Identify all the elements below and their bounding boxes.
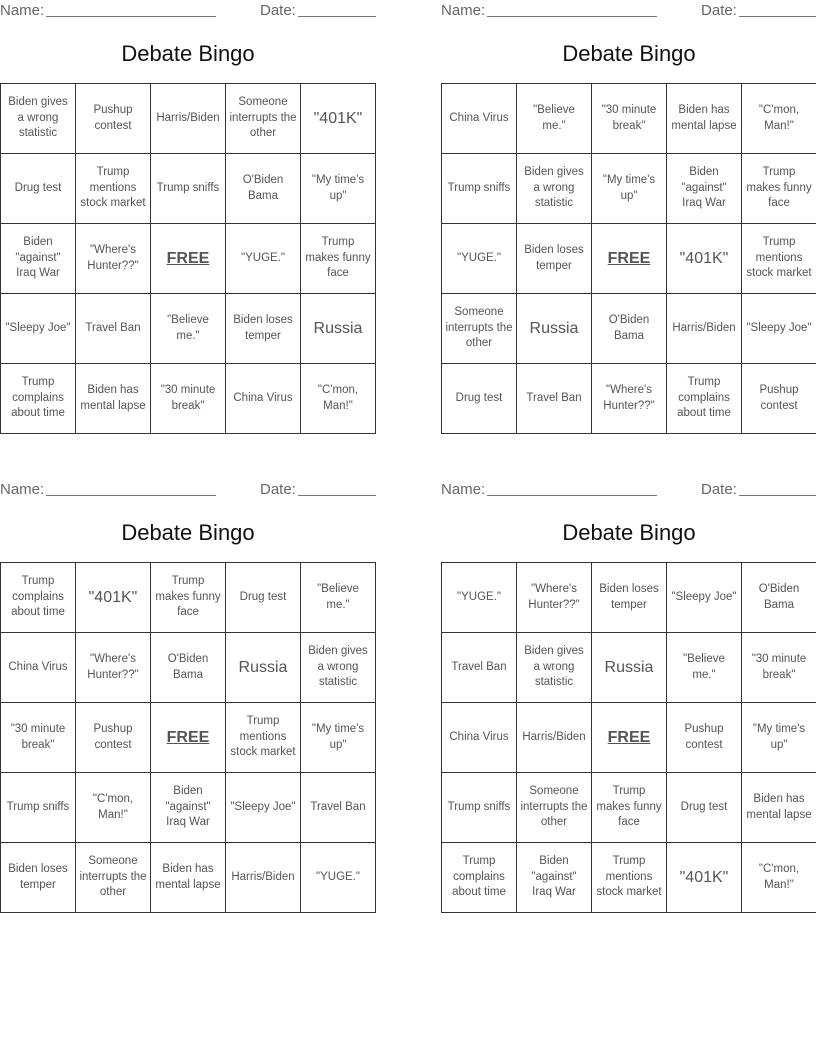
bingo-cell[interactable]: Drug test — [226, 563, 301, 633]
bingo-row — [442, 773, 816, 843]
bingo-cell[interactable]: China Virus — [226, 364, 301, 434]
bingo-cell[interactable]: O'Biden Bama — [226, 154, 301, 224]
free-space-cell[interactable]: FREE — [592, 703, 667, 773]
bingo-row — [1, 633, 376, 703]
bingo-cell[interactable]: "Believe me." — [667, 633, 742, 703]
bingo-cell[interactable]: Travel Ban — [517, 364, 592, 434]
bingo-cell[interactable]: "My time's up" — [742, 703, 816, 773]
bingo-card — [441, 479, 816, 899]
bingo-cell[interactable]: "Where's Hunter??" — [592, 364, 667, 434]
name-date-row — [441, 0, 816, 22]
bingo-cell[interactable]: Biden has mental lapse — [667, 84, 742, 154]
bingo-cell[interactable]: Pushup contest — [76, 84, 151, 154]
bingo-cell[interactable]: Biden has mental lapse — [742, 773, 816, 843]
bingo-cell[interactable]: Pushup contest — [76, 703, 151, 773]
bingo-cell[interactable]: Trump mentions stock market — [226, 703, 301, 773]
bingo-row — [1, 563, 376, 633]
bingo-cell[interactable]: Trump makes funny face — [742, 154, 816, 224]
bingo-cell[interactable]: Biden "against" Iraq War — [151, 773, 226, 843]
bingo-cell[interactable]: Russia — [226, 633, 301, 703]
bingo-cell[interactable]: China Virus — [442, 703, 517, 773]
bingo-row — [1, 703, 376, 773]
date-label: Date: — [260, 2, 296, 19]
bingo-cell[interactable]: Trump mentions stock market — [742, 224, 816, 294]
bingo-row — [1, 224, 376, 294]
bingo-cell[interactable]: Biden loses temper — [517, 224, 592, 294]
bingo-cell[interactable]: Biden "against" Iraq War — [517, 843, 592, 913]
bingo-cell[interactable]: Biden has mental lapse — [151, 843, 226, 913]
bingo-cell[interactable]: "Where's Hunter??" — [517, 563, 592, 633]
card-title: Debate Bingo — [562, 520, 696, 545]
name-label: Name: — [0, 481, 45, 498]
bingo-row — [1, 773, 376, 843]
bingo-cell[interactable]: Someone interrupts the other — [442, 294, 517, 364]
bingo-cell[interactable]: Trump complains about time — [442, 843, 517, 913]
bingo-cell[interactable]: "C'mon, Man!" — [76, 773, 151, 843]
bingo-cell[interactable]: Trump complains about time — [1, 563, 76, 633]
bingo-grid — [441, 562, 816, 913]
bingo-cell[interactable]: "YUGE." — [226, 224, 301, 294]
bingo-row — [1, 84, 376, 154]
bingo-cell[interactable]: Trump sniffs — [442, 154, 517, 224]
bingo-cell[interactable]: Someone interrupts the other — [76, 843, 151, 913]
bingo-cell[interactable]: "30 minute break" — [151, 364, 226, 434]
bingo-cell[interactable]: "Sleepy Joe" — [667, 563, 742, 633]
bingo-cell[interactable]: "30 minute break" — [592, 84, 667, 154]
bingo-cell[interactable]: Russia — [301, 294, 376, 364]
bingo-row — [442, 364, 816, 434]
bingo-cell[interactable]: Travel Ban — [301, 773, 376, 843]
bingo-cell[interactable]: "30 minute break" — [742, 633, 816, 703]
bingo-cell[interactable]: Trump makes funny face — [592, 773, 667, 843]
bingo-row — [442, 843, 816, 913]
bingo-cell[interactable]: Travel Ban — [76, 294, 151, 364]
bingo-cell[interactable]: "401K" — [667, 224, 742, 294]
bingo-cell[interactable]: Harris/Biden — [667, 294, 742, 364]
name-label: Name: — [441, 481, 486, 498]
bingo-row — [442, 84, 816, 154]
bingo-row — [442, 294, 816, 364]
bingo-cell[interactable]: "Sleepy Joe" — [226, 773, 301, 843]
bingo-cell[interactable]: Trump mentions stock market — [592, 843, 667, 913]
name-field[interactable] — [487, 495, 657, 496]
bingo-row — [442, 154, 816, 224]
bingo-cell[interactable]: "My time's up" — [301, 703, 376, 773]
date-field[interactable] — [298, 495, 376, 496]
name-label: Name: — [441, 2, 486, 19]
date-label: Date: — [701, 481, 737, 498]
bingo-cell[interactable]: O'Biden Bama — [742, 563, 816, 633]
bingo-cell[interactable]: Drug test — [667, 773, 742, 843]
bingo-cell[interactable]: Biden "against" Iraq War — [1, 224, 76, 294]
bingo-cell[interactable]: "401K" — [301, 84, 376, 154]
free-space-cell[interactable]: FREE — [151, 224, 226, 294]
bingo-cell[interactable]: Drug test — [1, 154, 76, 224]
card-title: Debate Bingo — [121, 41, 255, 66]
bingo-cell[interactable]: "Believe me." — [517, 84, 592, 154]
free-space-cell[interactable]: FREE — [592, 224, 667, 294]
bingo-cell[interactable]: China Virus — [442, 84, 517, 154]
bingo-cell[interactable]: Biden loses temper — [226, 294, 301, 364]
bingo-cell[interactable]: Harris/Biden — [226, 843, 301, 913]
bingo-cell[interactable]: "My time's up" — [592, 154, 667, 224]
bingo-cell[interactable]: O'Biden Bama — [151, 633, 226, 703]
bingo-cell[interactable]: Biden has mental lapse — [76, 364, 151, 434]
name-label: Name: — [0, 2, 45, 19]
bingo-cell[interactable]: Trump makes funny face — [301, 224, 376, 294]
bingo-cell[interactable]: O'Biden Bama — [592, 294, 667, 364]
bingo-row — [442, 633, 816, 703]
bingo-cell[interactable]: "Believe me." — [151, 294, 226, 364]
bingo-cell[interactable]: "401K" — [667, 843, 742, 913]
bingo-cell[interactable]: "YUGE." — [301, 843, 376, 913]
bingo-cell[interactable]: Pushup contest — [667, 703, 742, 773]
bingo-row — [442, 224, 816, 294]
name-field[interactable] — [46, 16, 216, 17]
bingo-cell[interactable]: Harris/Biden — [151, 84, 226, 154]
bingo-cell[interactable]: Biden loses temper — [1, 843, 76, 913]
bingo-cell[interactable]: "30 minute break" — [1, 703, 76, 773]
bingo-cell[interactable]: Pushup contest — [742, 364, 816, 434]
bingo-cell[interactable]: Trump makes funny face — [151, 563, 226, 633]
bingo-grid — [0, 562, 376, 913]
bingo-cell[interactable]: Trump complains about time — [667, 364, 742, 434]
bingo-cell[interactable]: Russia — [592, 633, 667, 703]
date-label: Date: — [260, 481, 296, 498]
bingo-cell[interactable]: Biden gives a wrong statistic — [517, 154, 592, 224]
bingo-row — [442, 703, 816, 773]
bingo-cell[interactable]: China Virus — [1, 633, 76, 703]
name-field[interactable] — [487, 16, 657, 17]
bingo-cell[interactable]: "Sleepy Joe" — [1, 294, 76, 364]
bingo-cell[interactable]: Travel Ban — [442, 633, 517, 703]
bingo-row — [1, 294, 376, 364]
bingo-cell[interactable]: "Where's Hunter??" — [76, 633, 151, 703]
card-title: Debate Bingo — [562, 41, 696, 66]
bingo-cell[interactable]: "Believe me." — [301, 563, 376, 633]
bingo-cell[interactable]: Harris/Biden — [517, 703, 592, 773]
date-field[interactable] — [739, 16, 816, 17]
bingo-cell[interactable]: Russia — [517, 294, 592, 364]
bingo-row — [1, 843, 376, 913]
name-date-row — [441, 479, 816, 501]
bingo-cell[interactable]: Trump sniffs — [151, 154, 226, 224]
bingo-cell[interactable]: Biden loses temper — [592, 563, 667, 633]
bingo-cell[interactable]: Biden gives a wrong statistic — [1, 84, 76, 154]
bingo-card — [441, 0, 816, 420]
bingo-cell[interactable]: "C'mon, Man!" — [742, 843, 816, 913]
bingo-cell[interactable]: "YUGE." — [442, 224, 517, 294]
bingo-cell[interactable]: "C'mon, Man!" — [742, 84, 816, 154]
bingo-row — [1, 154, 376, 224]
name-date-row — [0, 479, 376, 501]
bingo-row — [442, 563, 816, 633]
bingo-cell[interactable]: Biden gives a wrong statistic — [301, 633, 376, 703]
bingo-cell[interactable]: Trump sniffs — [1, 773, 76, 843]
bingo-cell[interactable]: "My time's up" — [301, 154, 376, 224]
bingo-cell[interactable]: Someone interrupts the other — [517, 773, 592, 843]
date-field[interactable] — [298, 16, 376, 17]
bingo-cell[interactable]: Drug test — [442, 364, 517, 434]
name-date-row — [0, 0, 376, 22]
bingo-cell[interactable]: Trump complains about time — [1, 364, 76, 434]
bingo-cell[interactable]: "Where's Hunter??" — [76, 224, 151, 294]
free-space-cell[interactable]: FREE — [151, 703, 226, 773]
card-title: Debate Bingo — [121, 520, 255, 545]
bingo-cell[interactable]: "C'mon, Man!" — [301, 364, 376, 434]
bingo-cell[interactable]: Trump sniffs — [442, 773, 517, 843]
bingo-cell[interactable]: Trump mentions stock market — [76, 154, 151, 224]
name-field[interactable] — [46, 495, 216, 496]
bingo-cell[interactable]: Someone interrupts the other — [226, 84, 301, 154]
bingo-row — [1, 364, 376, 434]
bingo-grid — [441, 83, 816, 434]
date-label: Date: — [701, 2, 737, 19]
bingo-cell[interactable]: Biden "against" Iraq War — [667, 154, 742, 224]
bingo-cell[interactable]: "401K" — [76, 563, 151, 633]
date-field[interactable] — [739, 495, 816, 496]
bingo-cell[interactable]: "YUGE." — [442, 563, 517, 633]
bingo-card — [0, 0, 376, 420]
bingo-grid — [0, 83, 376, 434]
bingo-cell[interactable]: Biden gives a wrong statistic — [517, 633, 592, 703]
bingo-cell[interactable]: "Sleepy Joe" — [742, 294, 816, 364]
bingo-card — [0, 479, 376, 899]
